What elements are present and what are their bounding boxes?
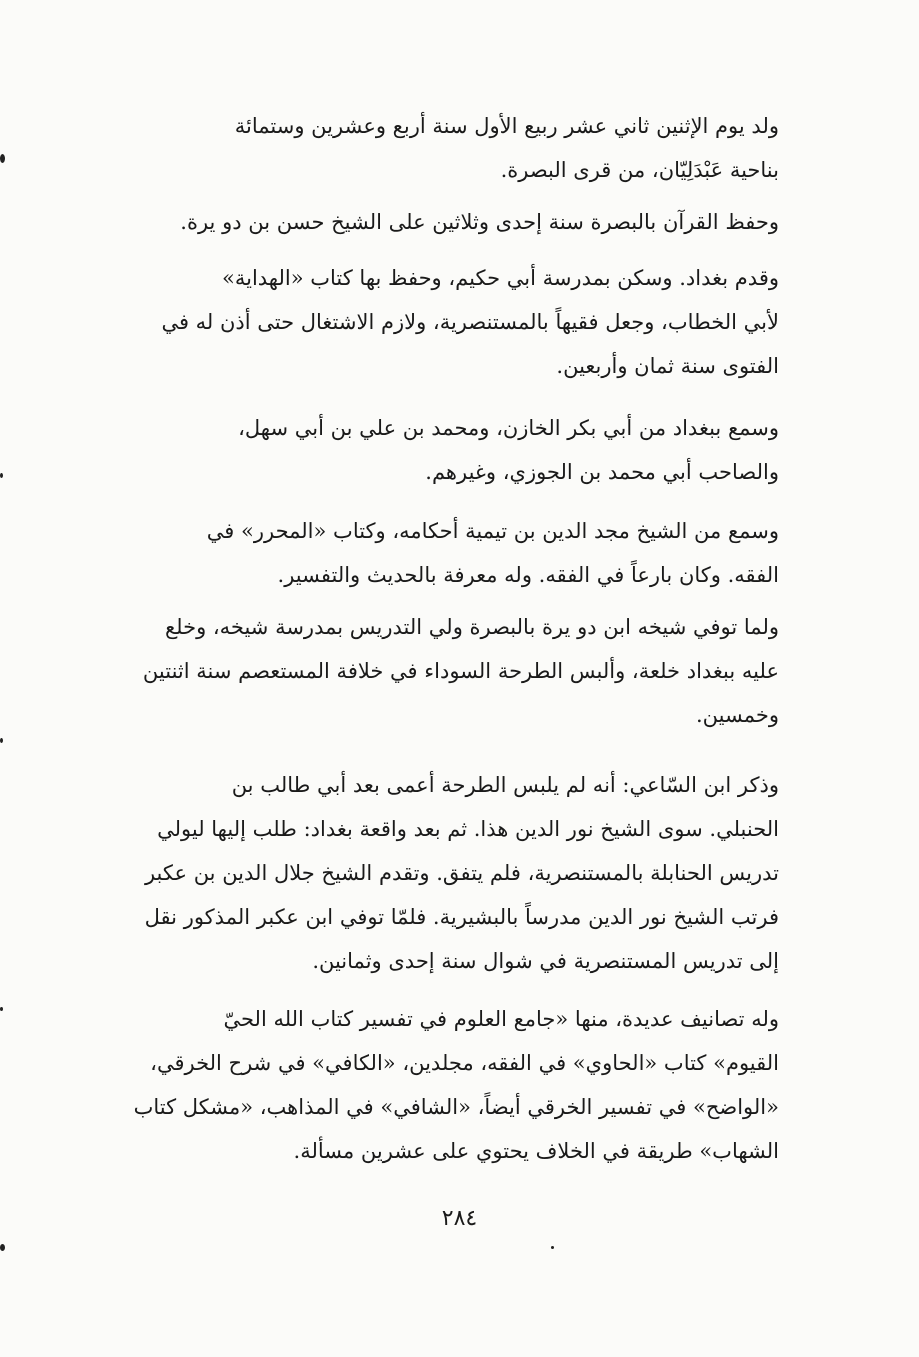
scan-artifact-mark	[0, 1244, 5, 1251]
text-line: وسمع ببغداد من أبي بكر الخازن، ومحمد بن علي بن أبي سهل،	[238, 416, 779, 440]
text-line: وقدم بغداد. وسكن بمدرسة أبي حكيم، وحفظ بها كتاب «الهداية»	[222, 266, 779, 290]
scan-artifact-mark	[0, 154, 5, 163]
text-line: «الواضح» في تفسير الخرقي أيضاً، «الشافي» في المذاهب، «مشكل كتاب	[133, 1095, 779, 1119]
paragraph-quran-memorization	[112, 200, 779, 244]
paragraph-baghdad-arrival	[112, 256, 779, 388]
text-line: الشهاب» طريقة في الخلاف يحتوي على عشرين مسألة.	[293, 1139, 779, 1163]
paragraph-teaching-appointment	[112, 605, 779, 737]
text-line: والصاحب أبي محمد بن الجوزي، وغيرهم.	[425, 460, 779, 484]
scan-artifact-mark	[0, 1007, 3, 1011]
text-line: وذكر ابن السّاعي: أنه لم يلبس الطرحة أعمى بعد أبي طالب بن	[231, 773, 779, 797]
text-line: عليه ببغداد خلعة، وألبس الطرحة السوداء في خلافة المستعصم سنة اثنتين	[142, 659, 779, 683]
text-line: بناحية عَبْدَلِيّان، من قرى البصرة.	[500, 158, 779, 182]
text-line: تدريس الحنابلة بالمستنصرية، فلم يتفق. وتقدم الشيخ جلال الدين بن عكبر	[144, 861, 779, 885]
text-line: فرتب الشيخ نور الدين مدرساً بالبشيرية. فلمّا توفي ابن عكبر المذكور نقل	[144, 905, 779, 929]
paragraph-ibn-al-saai	[112, 763, 779, 983]
text-line: ولما توفي شيخه ابن دو يرة بالبصرة ولي التدريس بمدرسة شيخه، وخلع	[164, 615, 779, 639]
paragraph-birth	[112, 104, 779, 192]
text-line: وله تصانيف عديدة، منها «جامع العلوم في تفسير كتاب الله الحيّ	[223, 1007, 779, 1031]
text-line: وحفظ القرآن بالبصرة سنة إحدى وثلاثين على الشيخ حسن بن دو يرة.	[180, 210, 779, 234]
text-line: الفقه. وكان بارعاً في الفقه. وله معرفة بالحديث والتفسير.	[277, 563, 779, 587]
text-line: القيوم» كتاب «الحاوي» في الفقه، مجلدين، «الكافي» في شرح الخرقي،	[150, 1051, 779, 1075]
text-line: الحنبلي. سوى الشيخ نور الدين هذا. ثم بعد واقعة بغداد: طلب إليها ليولي	[157, 817, 779, 841]
text-line: لأبي الخطاب، وجعل فقيهاً بالمستنصرية، ولازم الاشتغال حتى أذن له في	[161, 310, 779, 334]
paragraph-hearing-ibn-taymiyya	[112, 509, 779, 597]
page-number: ٢٨٤	[441, 1206, 478, 1231]
scan-artifact-mark	[0, 738, 3, 743]
text-line: وخمسين.	[696, 703, 779, 727]
text-line: الفتوى سنة ثمان وأربعين.	[556, 354, 779, 378]
paragraph-hearing-baghdad	[112, 406, 779, 494]
paragraph-works	[112, 997, 779, 1173]
text-line: إلى تدريس المستنصرية في شوال سنة إحدى وثمانين.	[312, 949, 779, 973]
scan-artifact-mark	[551, 1246, 554, 1249]
scan-artifact-mark	[0, 473, 3, 478]
text-line: وسمع من الشيخ مجد الدين بن تيمية أحكامه، وكتاب «المحرر» في	[206, 519, 779, 543]
text-line: ولد يوم الإثنين ثاني عشر ربيع الأول سنة أربع وعشرين وستمائة	[234, 114, 779, 138]
